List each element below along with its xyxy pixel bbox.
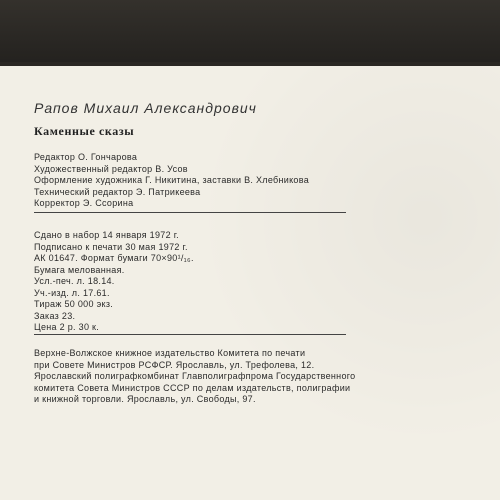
credit-line: Художественный редактор В. Усов xyxy=(34,163,188,174)
divider-rule-bottom xyxy=(34,334,346,335)
book-page xyxy=(0,66,500,500)
credit-line: Оформление художника Г. Никитина, заставки В. Хлебникова xyxy=(34,175,310,185)
publisher-block xyxy=(34,348,464,406)
publisher-line: и книжной торговли. Ярославль, ул. Свободы, 97. xyxy=(34,394,256,404)
production-line: АК 01647. Формат бумаги 70×90¹/₁₆. xyxy=(34,253,194,263)
credit-line: Редактор О. Гончарова xyxy=(34,152,138,162)
credits-block xyxy=(34,152,309,210)
production-line: Сдано в набор 14 января 1972 г. xyxy=(34,230,179,240)
production-line: Тираж 50 000 экз. xyxy=(34,299,114,309)
publisher-line: комитета Совета Министров СССР по делам издательств, полиграфии xyxy=(34,382,351,393)
divider-rule xyxy=(34,212,346,213)
production-line: Уч.-изд. л. 17.61. xyxy=(34,287,110,298)
credit-line: Технический редактор Э. Патрикеева xyxy=(34,186,201,197)
author-name: Рапов Михаил Александрович xyxy=(34,100,257,116)
production-line: Заказ 23. xyxy=(34,310,76,321)
book-edge-shadow xyxy=(0,0,500,62)
credit-line: Корректор Э. Ссорина xyxy=(34,198,134,208)
publisher-line: Верхне-Волжское книжное издательство Комитета по печати xyxy=(34,348,306,358)
book-title: Каменные сказы xyxy=(34,124,135,138)
production-line: Усл.-печ. л. 18.14. xyxy=(34,276,115,286)
production-block xyxy=(34,230,194,334)
production-line: Подписано к печати 30 мая 1972 г. xyxy=(34,241,188,252)
production-line: Бумага мелованная. xyxy=(34,264,125,275)
publisher-line: Ярославский полиграфкомбинат Главполиграфпрома Государственного xyxy=(34,371,356,381)
production-line: Цена 2 р. 30 к. xyxy=(34,322,100,332)
publisher-line: при Совете Министров РСФСР. Ярославль, ул. Трефолева, 12. xyxy=(34,359,315,370)
